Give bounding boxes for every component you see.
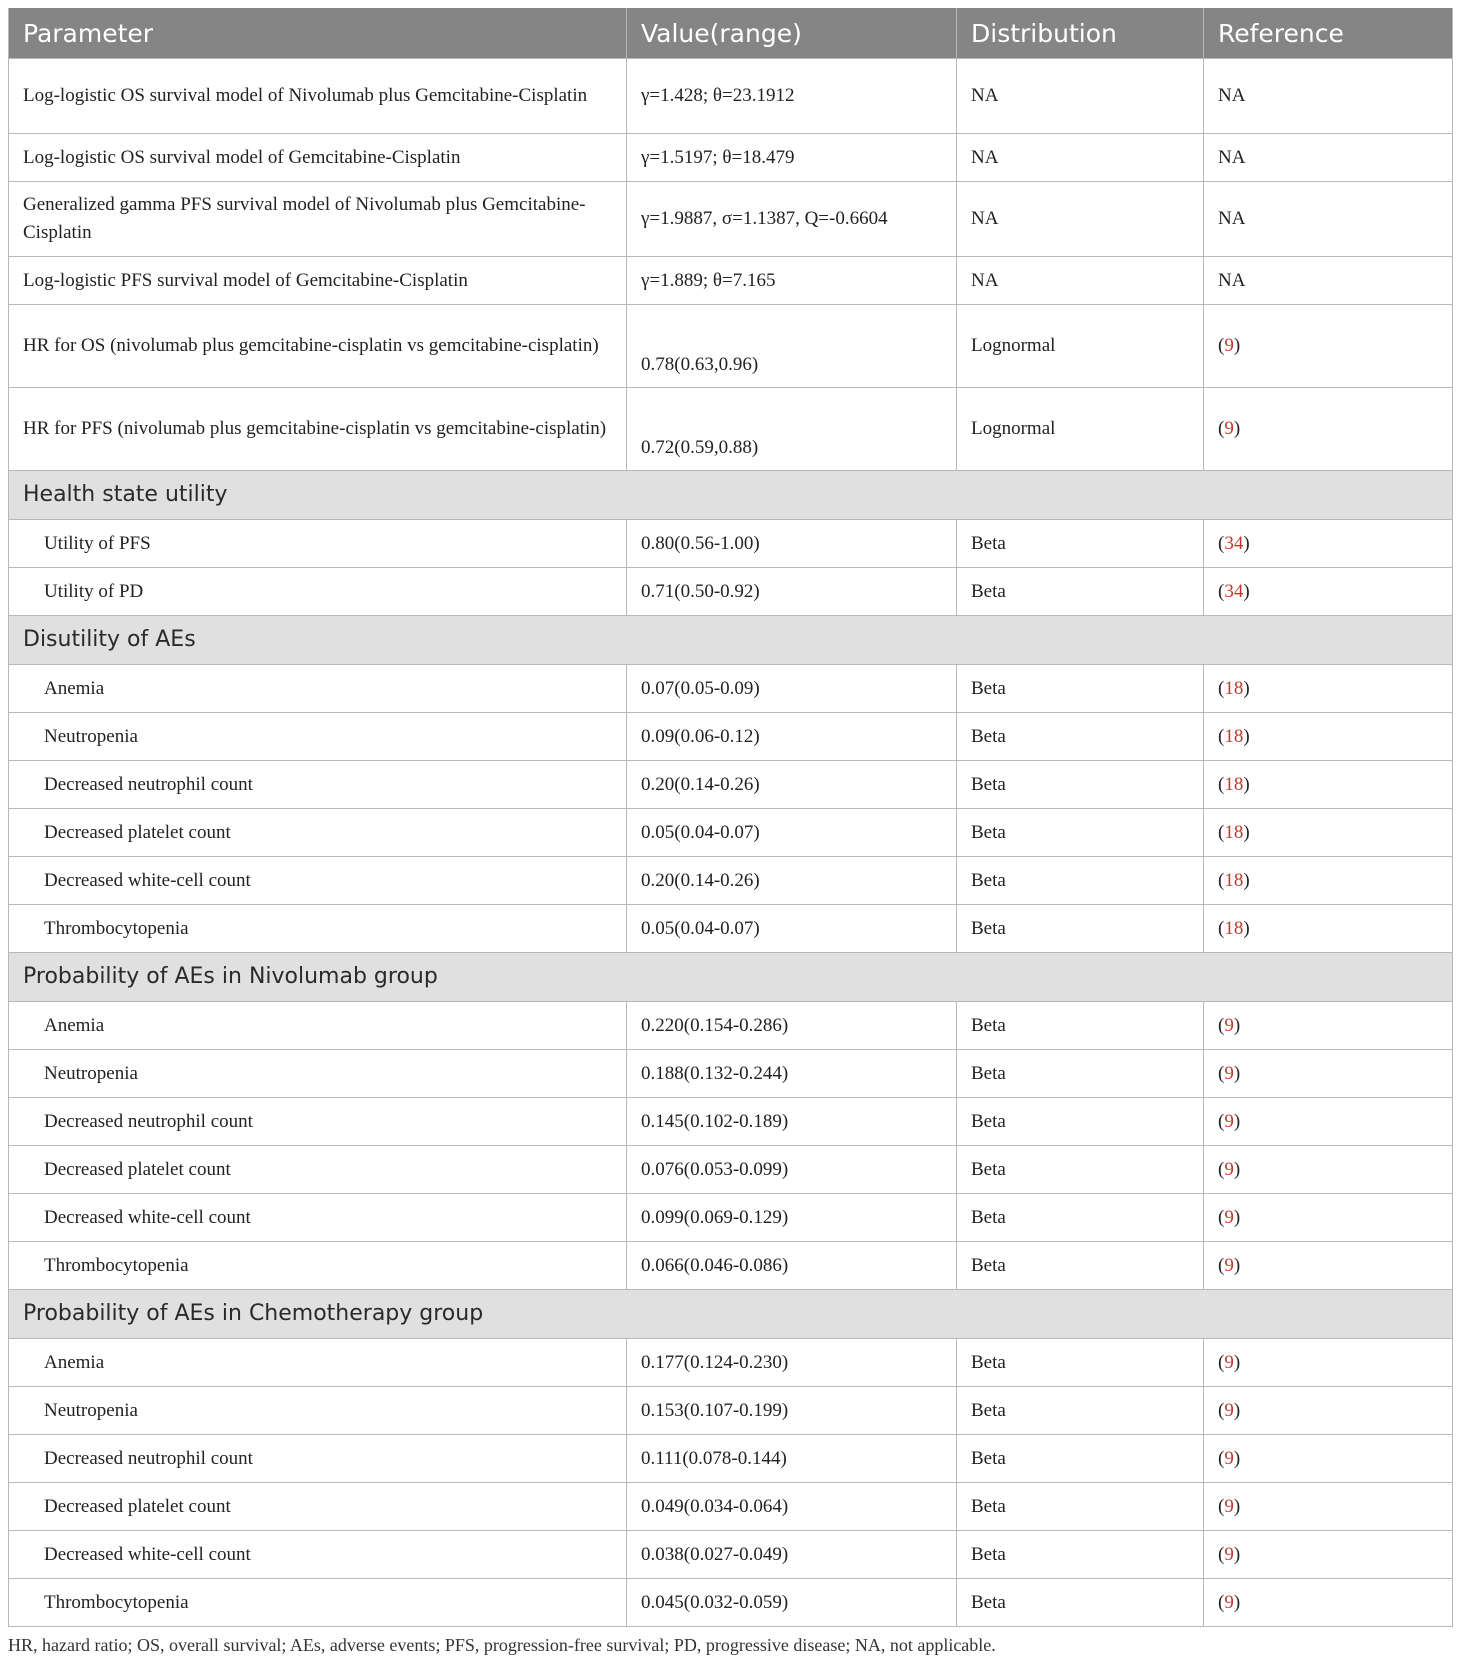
table-row — [9, 568, 1453, 616]
parameter-cell: Decreased white-cell count — [9, 1531, 627, 1579]
reference-cell: (9) — [1204, 305, 1453, 388]
value-cell: 0.099(0.069-0.129) — [627, 1194, 957, 1242]
distribution-cell: NA — [957, 182, 1204, 257]
value-cell: 0.153(0.107-0.199) — [627, 1387, 957, 1435]
distribution-cell: Beta — [957, 1242, 1204, 1290]
value-cell: 0.05(0.04-0.07) — [627, 905, 957, 953]
parameter-cell: Decreased platelet count — [9, 1146, 627, 1194]
parameter-table — [8, 8, 1453, 1627]
reference-link[interactable]: 9 — [1224, 1351, 1234, 1373]
value-cell: 0.78(0.63,0.96) — [627, 305, 957, 388]
distribution-cell: Beta — [957, 1579, 1204, 1627]
section-header-row — [9, 616, 1453, 665]
reference-cell: (9) — [1204, 1242, 1453, 1290]
reference-link[interactable]: 9 — [1224, 1399, 1234, 1421]
reference-link[interactable]: 9 — [1224, 1014, 1234, 1036]
reference-cell: (18) — [1204, 905, 1453, 953]
reference-cell: (9) — [1204, 1579, 1453, 1627]
parameter-cell: Neutropenia — [9, 1387, 627, 1435]
parameter-cell: Decreased white-cell count — [9, 1194, 627, 1242]
distribution-cell: Beta — [957, 905, 1204, 953]
reference-link[interactable]: 18 — [1224, 725, 1244, 747]
header-reference: Reference — [1204, 8, 1453, 59]
distribution-cell: Beta — [957, 1339, 1204, 1387]
distribution-cell: Beta — [957, 1483, 1204, 1531]
table-row — [9, 388, 1453, 471]
reference-link[interactable]: 18 — [1224, 917, 1244, 939]
reference-cell: (34) — [1204, 520, 1453, 568]
reference-link[interactable]: 9 — [1224, 1447, 1234, 1469]
distribution-cell: Beta — [957, 1435, 1204, 1483]
value-cell: 0.220(0.154-0.286) — [627, 1002, 957, 1050]
reference-cell: (9) — [1204, 1483, 1453, 1531]
reference-cell: (18) — [1204, 665, 1453, 713]
table-row — [9, 1531, 1453, 1579]
reference-cell: (9) — [1204, 1194, 1453, 1242]
distribution-cell: NA — [957, 257, 1204, 305]
table-row — [9, 257, 1453, 305]
header-distribution: Distribution — [957, 8, 1204, 59]
table-header-row — [9, 8, 1453, 59]
value-cell: 0.145(0.102-0.189) — [627, 1098, 957, 1146]
distribution-cell: Beta — [957, 1194, 1204, 1242]
reference-link[interactable]: 9 — [1224, 1206, 1234, 1228]
section-header-row — [9, 1290, 1453, 1339]
reference-cell: (9) — [1204, 1339, 1453, 1387]
value-cell: 0.20(0.14-0.26) — [627, 857, 957, 905]
distribution-cell: Beta — [957, 1050, 1204, 1098]
table-row — [9, 305, 1453, 388]
value-cell: 0.07(0.05-0.09) — [627, 665, 957, 713]
distribution-cell: Beta — [957, 665, 1204, 713]
distribution-cell: Beta — [957, 1098, 1204, 1146]
parameter-cell: Neutropenia — [9, 713, 627, 761]
reference-link[interactable]: 9 — [1224, 1158, 1234, 1180]
parameter-cell: Decreased white-cell count — [9, 857, 627, 905]
reference-link[interactable]: 9 — [1224, 1495, 1234, 1517]
distribution-cell: Lognormal — [957, 388, 1204, 471]
table-row — [9, 1483, 1453, 1531]
parameter-cell: Log-logistic PFS survival model of Gemcitabine-Cisplatin — [9, 257, 627, 305]
section-title: Disutility of AEs — [9, 616, 1453, 665]
reference-cell: (9) — [1204, 388, 1453, 471]
reference-cell: (9) — [1204, 1002, 1453, 1050]
value-cell: 0.076(0.053-0.099) — [627, 1146, 957, 1194]
value-cell: 0.177(0.124-0.230) — [627, 1339, 957, 1387]
parameter-cell: HR for OS (nivolumab plus gemcitabine-cisplatin vs gemcitabine-cisplatin) — [9, 305, 627, 388]
table-row — [9, 1002, 1453, 1050]
parameter-cell: Utility of PD — [9, 568, 627, 616]
value-cell: 0.80(0.56-1.00) — [627, 520, 957, 568]
header-parameter: Parameter — [9, 8, 627, 59]
value-cell: γ=1.428; θ=23.1912 — [627, 59, 957, 134]
parameter-cell: Thrombocytopenia — [9, 1242, 627, 1290]
parameter-cell: HR for PFS (nivolumab plus gemcitabine-cisplatin vs gemcitabine-cisplatin) — [9, 388, 627, 471]
table-row — [9, 182, 1453, 257]
value-cell: 0.066(0.046-0.086) — [627, 1242, 957, 1290]
table-container — [8, 8, 1452, 1656]
parameter-cell: Decreased platelet count — [9, 1483, 627, 1531]
distribution-cell: Beta — [957, 809, 1204, 857]
table-row — [9, 1194, 1453, 1242]
table-row — [9, 713, 1453, 761]
reference-cell: (34) — [1204, 568, 1453, 616]
reference-link[interactable]: 9 — [1224, 1110, 1234, 1132]
table-row — [9, 1146, 1453, 1194]
table-row — [9, 857, 1453, 905]
reference-link[interactable]: 9 — [1224, 1543, 1234, 1565]
distribution-cell: NA — [957, 134, 1204, 182]
reference-link[interactable]: 9 — [1224, 1591, 1234, 1613]
value-cell: 0.71(0.50-0.92) — [627, 568, 957, 616]
table-footnote: HR, hazard ratio; OS, overall survival; AEs, adverse events; PFS, progression-free survival; PD, progressive disease; NA, not applicable. — [8, 1635, 996, 1655]
parameter-cell: Decreased neutrophil count — [9, 1435, 627, 1483]
value-cell: 0.049(0.034-0.064) — [627, 1483, 957, 1531]
reference-link[interactable]: 9 — [1224, 418, 1234, 439]
table-row — [9, 1339, 1453, 1387]
parameter-cell: Thrombocytopenia — [9, 1579, 627, 1627]
reference-cell: (9) — [1204, 1050, 1453, 1098]
distribution-cell: Beta — [957, 713, 1204, 761]
parameter-cell: Decreased platelet count — [9, 809, 627, 857]
reference-cell: (9) — [1204, 1098, 1453, 1146]
reference-cell: NA — [1204, 257, 1453, 305]
reference-cell: (9) — [1204, 1146, 1453, 1194]
reference-link[interactable]: 18 — [1224, 773, 1244, 795]
reference-cell: NA — [1204, 59, 1453, 134]
parameter-cell: Decreased neutrophil count — [9, 761, 627, 809]
distribution-cell: Lognormal — [957, 305, 1204, 388]
parameter-cell: Log-logistic OS survival model of Nivolumab plus Gemcitabine-Cisplatin — [9, 59, 627, 134]
reference-link[interactable]: 18 — [1224, 677, 1244, 699]
parameter-cell: Thrombocytopenia — [9, 905, 627, 953]
reference-link[interactable]: 18 — [1224, 869, 1244, 891]
table-row — [9, 761, 1453, 809]
section-header-row — [9, 953, 1453, 1002]
parameter-cell: Utility of PFS — [9, 520, 627, 568]
table-row — [9, 665, 1453, 713]
table-body — [9, 59, 1453, 1627]
value-cell: 0.188(0.132-0.244) — [627, 1050, 957, 1098]
header-value: Value(range) — [627, 8, 957, 59]
parameter-cell: Decreased neutrophil count — [9, 1098, 627, 1146]
table-row — [9, 809, 1453, 857]
parameter-cell: Neutropenia — [9, 1050, 627, 1098]
value-cell: 0.05(0.04-0.07) — [627, 809, 957, 857]
table-row — [9, 905, 1453, 953]
reference-cell: NA — [1204, 182, 1453, 257]
reference-cell: (18) — [1204, 713, 1453, 761]
reference-link[interactable]: 9 — [1224, 335, 1234, 356]
reference-cell: (18) — [1204, 809, 1453, 857]
distribution-cell: Beta — [957, 1531, 1204, 1579]
reference-cell: (9) — [1204, 1531, 1453, 1579]
value-cell: 0.111(0.078-0.144) — [627, 1435, 957, 1483]
distribution-cell: Beta — [957, 568, 1204, 616]
parameter-cell: Anemia — [9, 665, 627, 713]
value-cell: γ=1.5197; θ=18.479 — [627, 134, 957, 182]
reference-link[interactable]: 18 — [1224, 821, 1244, 843]
parameter-cell: Anemia — [9, 1339, 627, 1387]
distribution-cell: Beta — [957, 1387, 1204, 1435]
value-cell: γ=1.889; θ=7.165 — [627, 257, 957, 305]
value-cell: γ=1.9887, σ=1.1387, Q=-0.6604 — [627, 182, 957, 257]
distribution-cell: Beta — [957, 1146, 1204, 1194]
reference-link[interactable]: 9 — [1224, 1254, 1234, 1276]
table-row — [9, 59, 1453, 134]
reference-link[interactable]: 34 — [1224, 532, 1244, 554]
parameter-cell: Anemia — [9, 1002, 627, 1050]
section-title: Health state utility — [9, 471, 1453, 520]
table-row — [9, 1435, 1453, 1483]
reference-cell: (9) — [1204, 1387, 1453, 1435]
value-cell: 0.20(0.14-0.26) — [627, 761, 957, 809]
section-title: Probability of AEs in Nivolumab group — [9, 953, 1453, 1002]
value-cell: 0.72(0.59,0.88) — [627, 388, 957, 471]
reference-link[interactable]: 34 — [1224, 580, 1244, 602]
distribution-cell: NA — [957, 59, 1204, 134]
value-cell: 0.038(0.027-0.049) — [627, 1531, 957, 1579]
reference-link[interactable]: 9 — [1224, 1062, 1234, 1084]
table-row — [9, 1050, 1453, 1098]
table-row — [9, 134, 1453, 182]
distribution-cell: Beta — [957, 857, 1204, 905]
distribution-cell: Beta — [957, 761, 1204, 809]
parameter-cell: Generalized gamma PFS survival model of Nivolumab plus Gemcitabine-Cisplatin — [9, 182, 627, 257]
distribution-cell: Beta — [957, 520, 1204, 568]
value-cell: 0.09(0.06-0.12) — [627, 713, 957, 761]
table-row — [9, 520, 1453, 568]
section-title: Probability of AEs in Chemotherapy group — [9, 1290, 1453, 1339]
table-row — [9, 1387, 1453, 1435]
distribution-cell: Beta — [957, 1002, 1204, 1050]
table-row — [9, 1098, 1453, 1146]
table-row — [9, 1242, 1453, 1290]
section-header-row — [9, 471, 1453, 520]
table-row — [9, 1579, 1453, 1627]
reference-cell: (9) — [1204, 1435, 1453, 1483]
value-cell: 0.045(0.032-0.059) — [627, 1579, 957, 1627]
parameter-cell: Log-logistic OS survival model of Gemcitabine-Cisplatin — [9, 134, 627, 182]
reference-cell: (18) — [1204, 761, 1453, 809]
reference-cell: NA — [1204, 134, 1453, 182]
reference-cell: (18) — [1204, 857, 1453, 905]
